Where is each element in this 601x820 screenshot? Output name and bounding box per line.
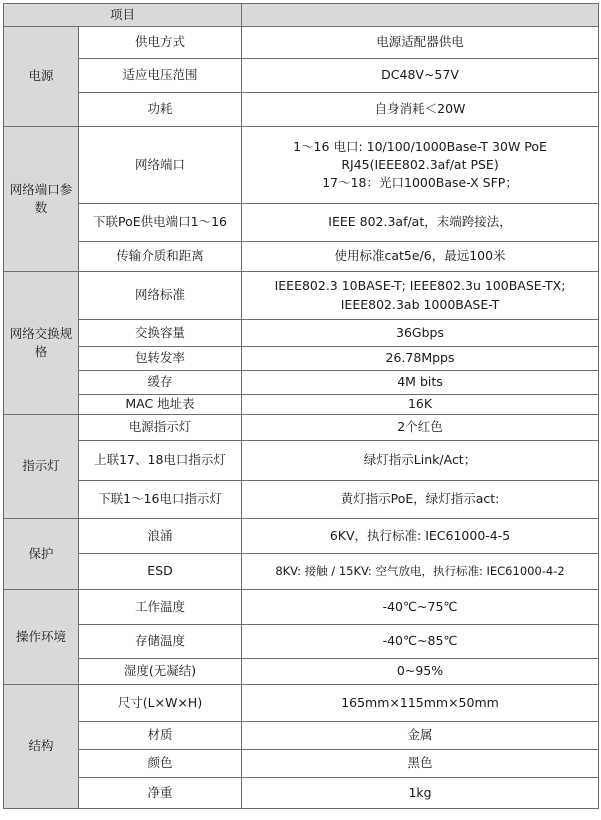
item-value [242,441,599,481]
table-row [4,371,599,395]
item-label: 颜色 [79,750,242,778]
header-row [4,4,599,27]
table-row [4,242,599,272]
table-row [4,625,599,659]
value-line: 16K [407,396,433,412]
category-indicators: 指示灯 [4,415,79,519]
value-line: -40℃~75℃ [382,598,458,614]
item-label: 适应电压范围 [79,59,242,93]
item-label: 网络端口 [79,127,242,204]
value-line: 17～18：光口1000Base-X SFP； [322,175,518,191]
table-row [4,659,599,685]
item-label: 供电方式 [79,27,242,59]
value-line: 黑色 [407,755,433,771]
item-value [242,272,599,320]
table-row [4,685,599,722]
item-value [242,59,599,93]
table-row [4,93,599,127]
value-line: 1kg [408,784,432,800]
value-line: 8KV: 接触 / 15KV: 空气放电，执行标准: IEC61000-4-2 [275,564,565,579]
item-label: 传输介质和距离 [79,242,242,272]
item-value [242,395,599,415]
item-label: 净重 [79,778,242,809]
item-value [242,204,599,242]
value-line: IEEE 802.3af/at，末端跨接法， [328,214,512,230]
value-line: -40℃~85℃ [382,633,458,649]
item-label: 网络标准 [79,272,242,320]
category-network-ports: 网络端口参数 [4,127,79,272]
item-value [242,519,599,554]
item-label: 交换容量 [79,320,242,347]
table-row [4,320,599,347]
table-row [4,272,599,320]
table-row [4,59,599,93]
item-label: 上联17、18电口指示灯 [79,441,242,481]
item-value [242,722,599,750]
spec-table [3,3,599,809]
item-label: 功耗 [79,93,242,127]
value-line: DC48V~57V [381,67,459,83]
value-line: 金属 [407,727,433,743]
item-value [242,625,599,659]
item-value [242,659,599,685]
item-label: ESD [79,554,242,590]
value-line: IEEE802.3ab 1000BASE-T [340,296,500,312]
item-label: 浪涌 [79,519,242,554]
table-row [4,481,599,519]
item-value [242,371,599,395]
item-label: 下联PoE供电端口1～16 [79,204,242,242]
value-line: RJ45(IEEE802.3af/at PSE) [341,156,499,172]
item-value [242,481,599,519]
category-power: 电源 [4,27,79,127]
table-row [4,127,599,204]
value-line: 电源适配器供电 [376,34,464,50]
table-row [4,347,599,371]
value-line: 自身消耗＜20W [374,101,466,117]
item-value [242,554,599,590]
item-value [242,320,599,347]
table-row [4,441,599,481]
item-value [242,590,599,625]
value-line: 1～16 电口: 10/100/1000Base-T 30W PoE [293,138,547,154]
header-item-label: 项目 [4,4,242,27]
value-line: 绿灯指示Link/Act； [363,452,477,468]
item-value [242,27,599,59]
item-label: 湿度(无凝结) [79,659,242,685]
table-row [4,778,599,809]
table-row [4,519,599,554]
item-value [242,347,599,371]
item-label: 工作温度 [79,590,242,625]
item-label: 缓存 [79,371,242,395]
value-line: 165mm×115mm×50mm [341,694,499,710]
item-label: 材质 [79,722,242,750]
item-label: 下联1～16电口指示灯 [79,481,242,519]
category-switching: 网络交换规格 [4,272,79,415]
item-value [242,93,599,127]
item-value [242,415,599,441]
value-line: 0~95% [396,663,444,679]
value-line: 使用标准cat5e/6，最远100米 [334,248,506,264]
item-value [242,242,599,272]
item-label: 包转发率 [79,347,242,371]
table-row [4,27,599,59]
category-protection: 保护 [4,519,79,590]
value-line: IEEE802.3 10BASE-T; IEEE802.3u 100BASE-TX; [274,278,566,294]
item-label: 尺寸(L×W×H) [79,685,242,722]
item-label: 电源指示灯 [79,415,242,441]
value-line: 4M bits [397,374,443,390]
table-row [4,415,599,441]
value-line: 黄灯指示PoE，绿灯指示act: [340,491,500,507]
item-value [242,750,599,778]
value-line: 36Gbps [396,324,444,340]
table-row [4,750,599,778]
table-row [4,554,599,590]
value-line: 26.78Mpps [385,350,455,366]
category-structure: 结构 [4,685,79,809]
item-value [242,778,599,809]
table-row [4,590,599,625]
value-line: 2个红色 [397,419,443,435]
table-row [4,204,599,242]
item-label: 存储温度 [79,625,242,659]
category-environment: 操作环境 [4,590,79,685]
item-label: MAC 地址表 [79,395,242,415]
value-line: 6KV，执行标准: IEC61000-4-5 [329,527,511,543]
header-value-blank [242,4,599,27]
table-row [4,722,599,750]
item-value [242,127,599,204]
item-value [242,685,599,722]
table-row [4,395,599,415]
